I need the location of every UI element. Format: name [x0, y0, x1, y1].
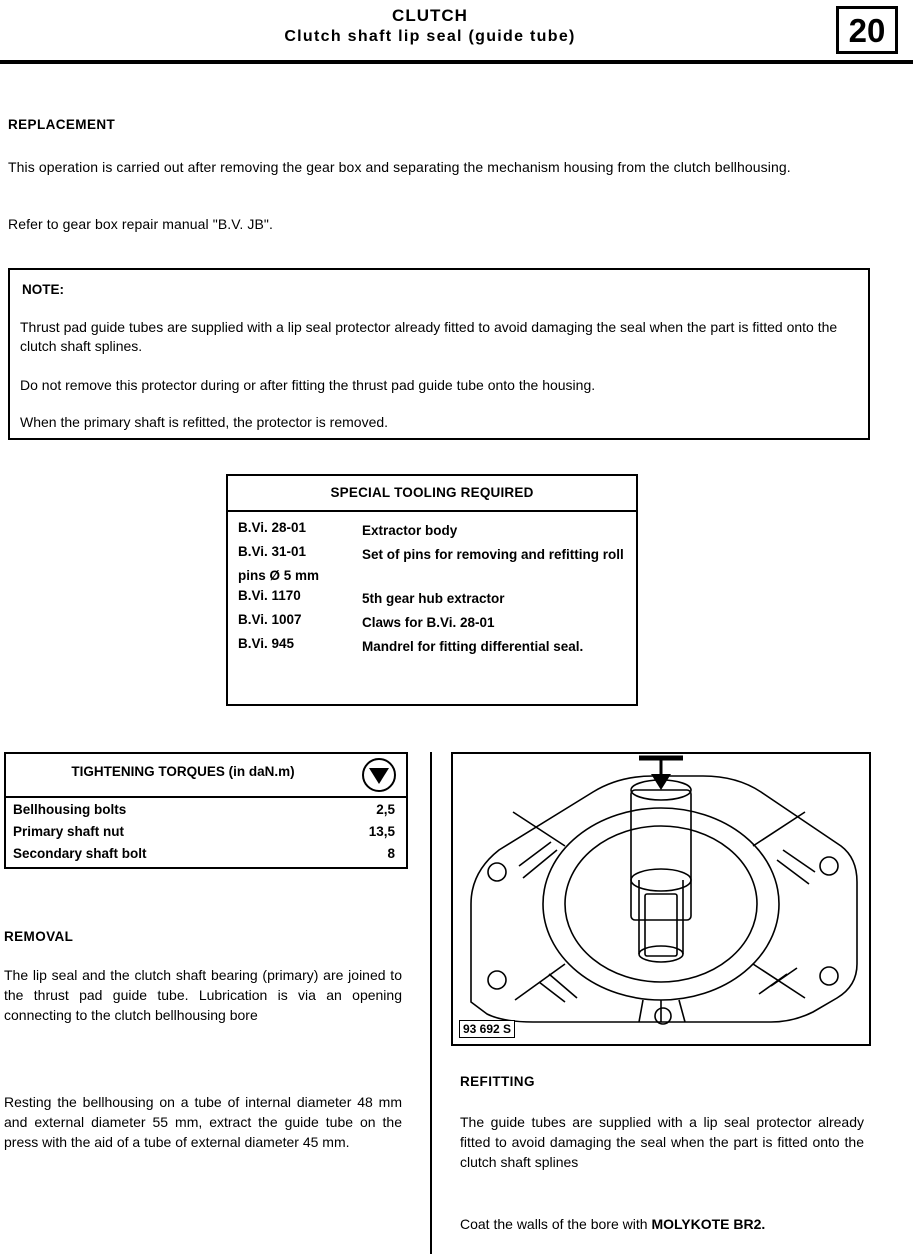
chapter-number: 20 — [848, 12, 886, 49]
torque-warning-icon — [362, 758, 396, 792]
column-divider — [430, 752, 432, 1254]
replacement-paragraph-2: Refer to gear box repair manual "B.V. JB". — [8, 216, 273, 232]
tooling-item-ref: B.Vi. 31-01 — [238, 544, 307, 559]
tooling-item — [238, 588, 630, 610]
note-paragraph-2: Do not remove this protector during or after fitting the thrust pad guide tube onto the housing. — [20, 377, 596, 393]
page-header — [0, 0, 913, 66]
torque-value: 2,5 — [376, 802, 395, 817]
note-paragraph-3: When the primary shaft is refitted, the protector is removed. — [20, 414, 389, 430]
tooling-item — [238, 612, 630, 634]
removal-paragraph-2: Resting the bellhousing on a tube of internal diameter 48 mm and external diameter 55 mm, extract the guide tube on the press with the aid of a tube of external diameter 45 mm. — [4, 1094, 402, 1150]
torque-value: 13,5 — [368, 824, 395, 839]
special-tooling-title: SPECIAL TOOLING REQUIRED — [330, 485, 534, 500]
torque-name: Bellhousing bolts — [13, 802, 127, 817]
tooling-item-desc: Mandrel for fitting differential seal. — [362, 639, 584, 654]
tooling-item-desc: Claws for B.Vi. 28-01 — [362, 615, 495, 630]
header-title: CLUTCH — [392, 6, 468, 25]
torque-name: Primary shaft nut — [13, 824, 125, 839]
note-box — [8, 268, 870, 440]
header-divider — [0, 60, 913, 64]
refitting-paragraph-2 — [460, 1214, 864, 1234]
refitting-paragraph-2-text: Coat the walls of the bore with — [460, 1216, 652, 1232]
torque-row — [13, 802, 399, 824]
tooling-item — [238, 520, 630, 542]
tightening-torques-title: TIGHTENING TORQUES (in daN.m) — [71, 764, 295, 779]
tooling-item-ref: B.Vi. 945 — [238, 636, 295, 651]
special-tooling-list — [238, 520, 630, 660]
removal-title: REMOVAL — [4, 929, 74, 944]
tooling-item — [238, 636, 630, 658]
header-subtitle: Clutch shaft lip seal (guide tube) — [284, 28, 576, 45]
figure-clutch-bellhousing — [451, 752, 871, 1046]
tooling-item-ref: B.Vi. 1170 — [238, 588, 301, 603]
tooling-item-ref: B.Vi. 28-01 — [238, 520, 307, 535]
tooling-item-desc: Extractor body — [362, 523, 458, 538]
tightening-torques-box — [4, 752, 408, 869]
tooling-item-ref: B.Vi. 1007 — [238, 612, 302, 627]
special-tooling-divider — [228, 510, 636, 512]
replacement-paragraph-1: This operation is carried out after removing the gear box and separating the mechanism housing from the clutch bellhousing. — [8, 159, 791, 175]
note-label: NOTE: — [22, 282, 64, 297]
note-paragraph-1: Thrust pad guide tubes are supplied with a lip seal protector already fitted to avoid damaging the seal when the part is fitted onto the clutch shaft splines. — [20, 319, 838, 354]
tooling-item-desc: Set of pins for removing and refitting roll pins Ø 5 mm — [238, 547, 624, 583]
special-tooling-box — [226, 474, 638, 706]
torque-row — [13, 824, 399, 846]
torque-value: 8 — [387, 846, 395, 861]
tooling-item-desc: 5th gear hub extractor — [362, 591, 505, 606]
refitting-paragraph-1: The guide tubes are supplied with a lip seal protector already fitted to avoid damaging the seal when the part is fitted onto the clutch shaft splines — [460, 1114, 864, 1170]
tooling-item — [238, 544, 630, 586]
torque-row — [13, 846, 399, 868]
molykote-product-name: MOLYKOTE BR2. — [651, 1216, 766, 1232]
replacement-title: REPLACEMENT — [8, 117, 116, 132]
removal-paragraph-1: The lip seal and the clutch shaft bearing (primary) are joined to the thrust pad guide tube. Lubrication is via an opening connecting to the clutch bellhousing bore — [4, 967, 402, 1023]
chapter-number-box — [836, 6, 898, 54]
tightening-torques-rows — [13, 802, 399, 868]
tightening-torques-divider — [6, 796, 406, 798]
figure-caption: 93 692 S — [459, 1020, 515, 1038]
refitting-title: REFITTING — [460, 1074, 535, 1089]
bellhousing-illustration — [453, 754, 869, 1044]
torque-name: Secondary shaft bolt — [13, 846, 147, 861]
